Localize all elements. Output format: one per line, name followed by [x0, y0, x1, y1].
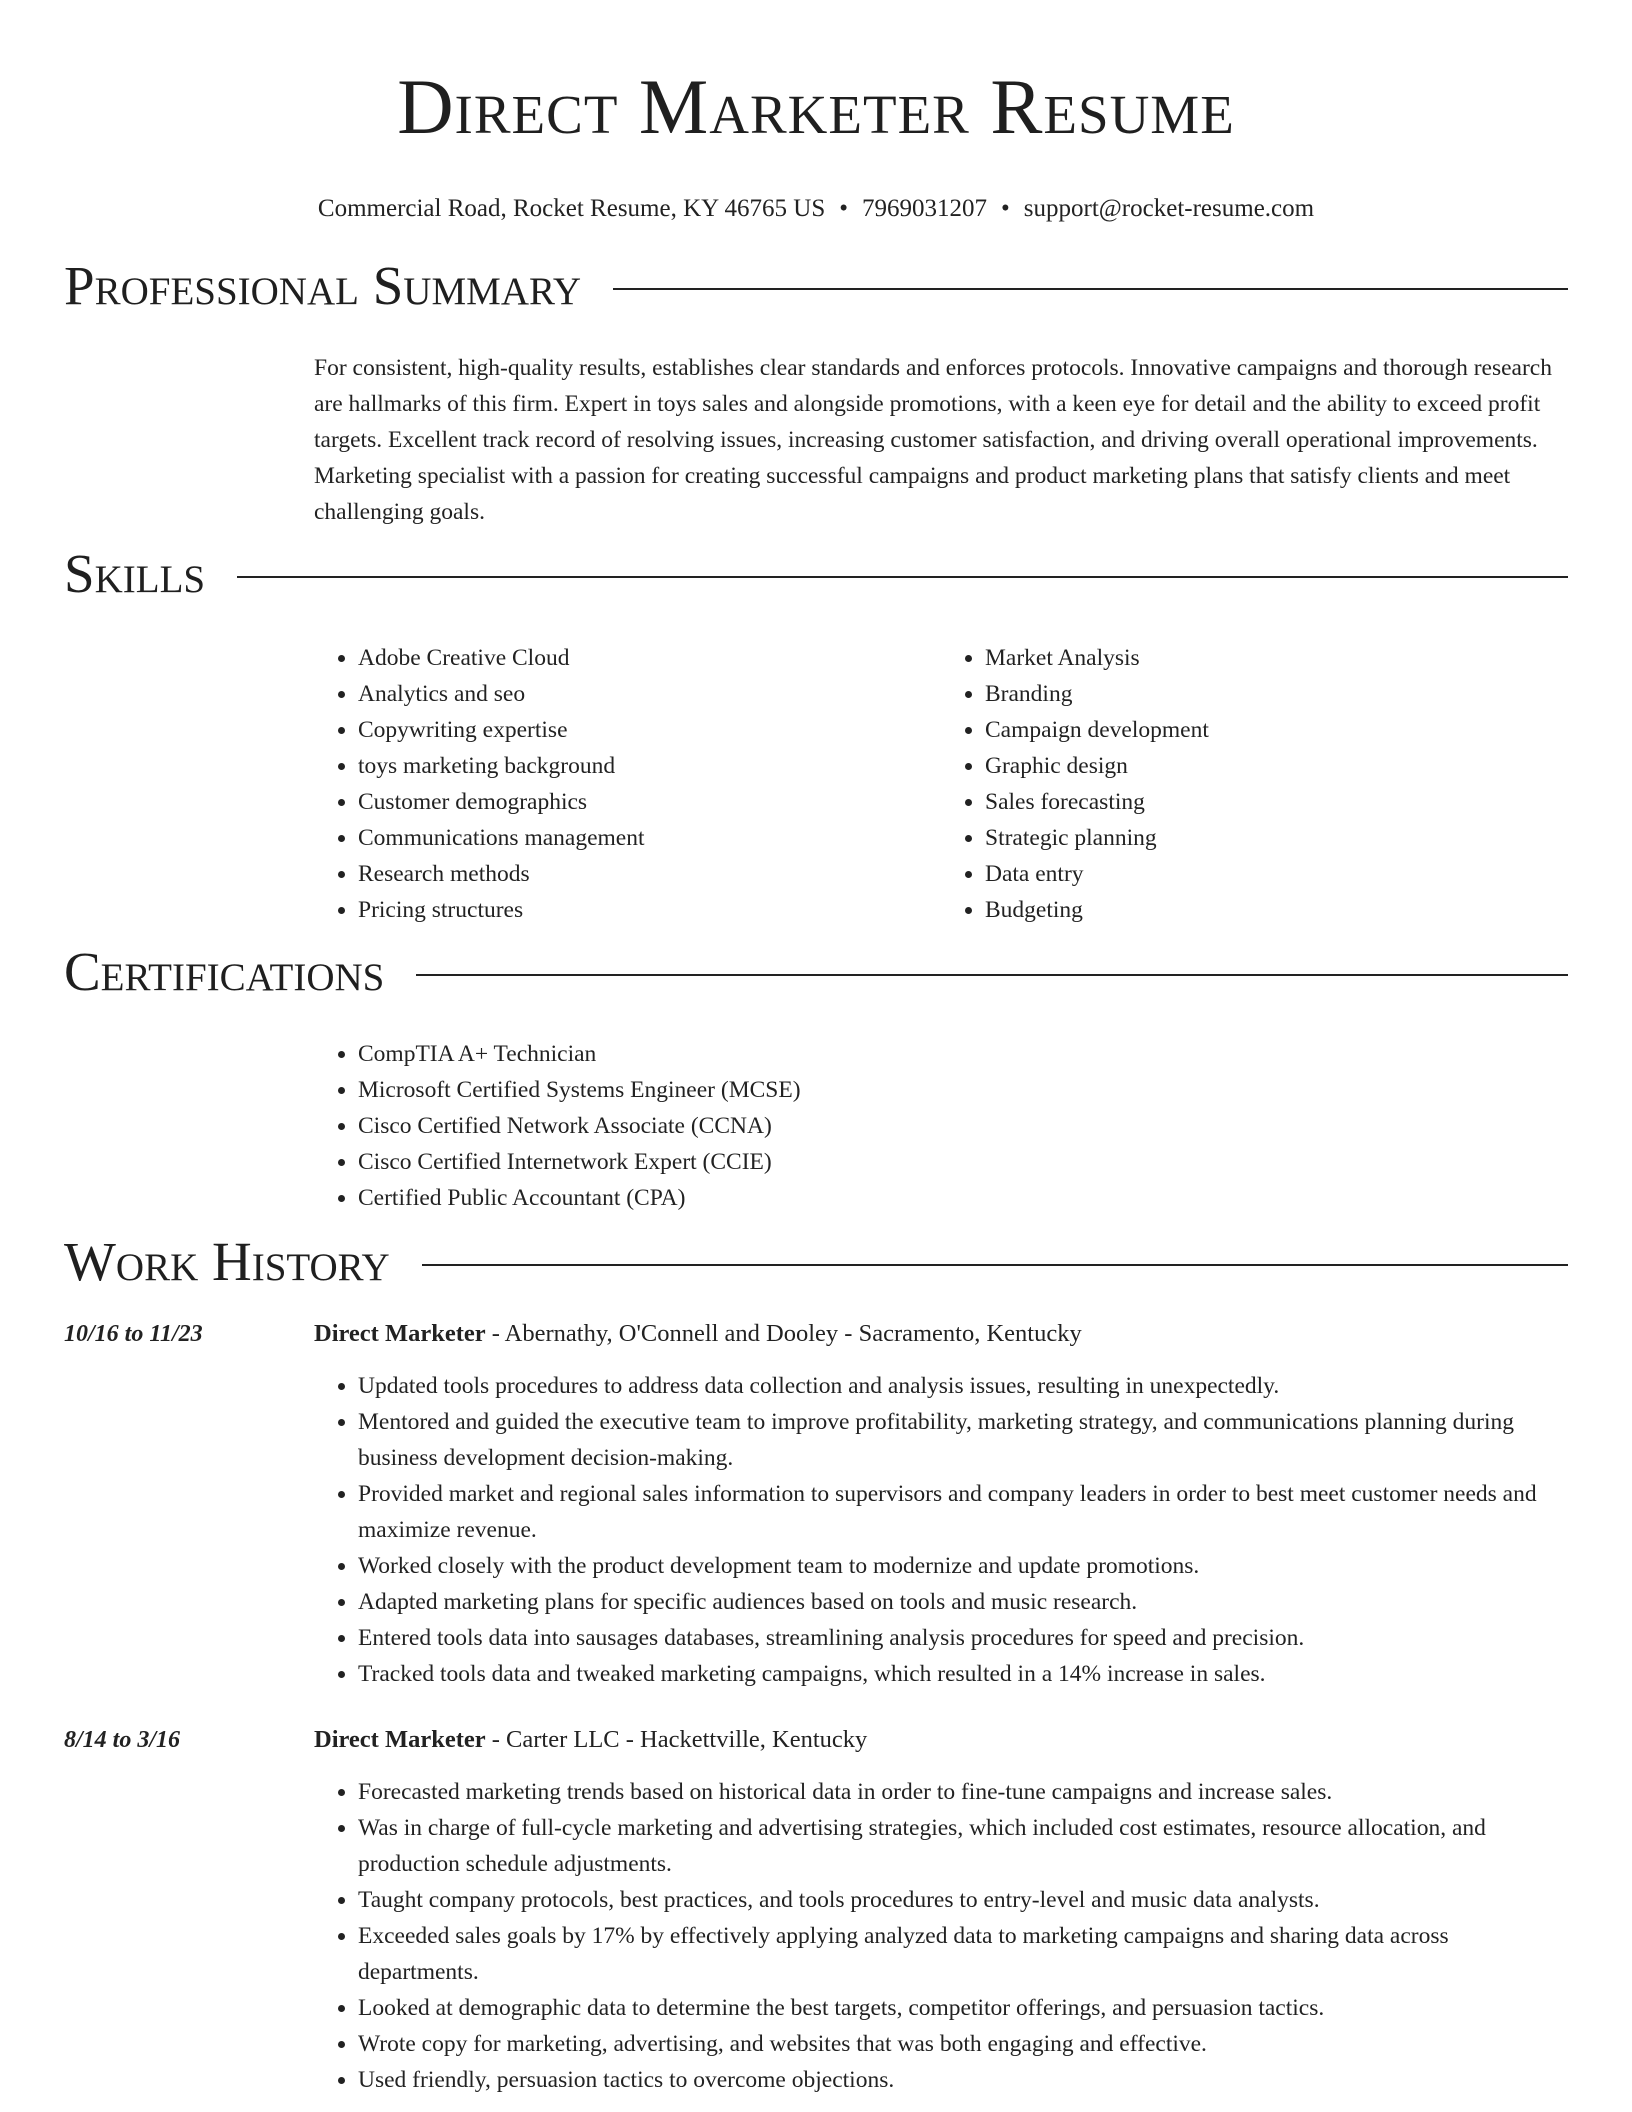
skill-item: • Budgeting	[985, 892, 1568, 928]
job-bullet: • Wrote copy for marketing, advertising, and websites that was both engaging and effective.	[358, 2026, 1568, 2062]
summary-heading: Professional Summary	[64, 255, 582, 316]
skill-item: • Copywriting expertise	[358, 712, 941, 748]
work-history-header	[64, 1232, 1568, 1292]
resume-title: Direct Marketer Resume	[397, 63, 1235, 150]
job-bullet: • Taught company protocols, best practices, and tools procedures to entry-level and music data analysts.	[358, 1882, 1568, 1918]
contact-line	[0, 194, 1632, 224]
certifications-heading: Certifications	[64, 941, 385, 1002]
job-main	[314, 1722, 1568, 2098]
certification-item: • CompTIA A+ Technician	[358, 1036, 1568, 1072]
job-title: Direct Marketer	[314, 1726, 486, 1753]
contact-separator: •	[1001, 195, 1010, 222]
skills-columns	[314, 640, 1568, 928]
skills-heading: Skills	[64, 543, 206, 604]
work-history-section	[64, 1232, 1568, 2098]
job-title-line	[314, 1316, 1568, 1352]
skill-item: • Customer demographics	[358, 784, 941, 820]
skills-list-left	[314, 640, 941, 928]
skill-item: • Communications management	[358, 820, 941, 856]
job-title-line	[314, 1722, 1568, 1758]
contact-separator: •	[839, 195, 849, 222]
summary-body	[314, 350, 1568, 530]
section-divider	[422, 1264, 1568, 1266]
section-divider	[416, 974, 1568, 976]
job-title: Direct Marketer	[314, 1320, 486, 1347]
skill-item: • Branding	[985, 676, 1568, 712]
certification-item: • Certified Public Accountant (CPA)	[358, 1180, 1568, 1216]
certifications-section	[64, 942, 1568, 1216]
job-entry	[64, 1316, 1568, 1692]
summary-header	[64, 256, 1568, 316]
certification-item: • Microsoft Certified Systems Engineer (MCSE)	[358, 1072, 1568, 1108]
job-dates: 8/14 to 3/16	[64, 1727, 181, 1753]
job-bullet: • Forecasted marketing trends based on historical data in order to fine-tune campaigns and increase sales.	[358, 1774, 1568, 1810]
job-bullet: • Exceeded sales goals by 17% by effectively applying analyzed data to marketing campaigns and sharing data across departments.	[358, 1918, 1568, 1990]
job-bullet: • Used friendly, persuasion tactics to overcome objections.	[358, 2062, 1568, 2098]
skill-item: • Strategic planning	[985, 820, 1568, 856]
contact-address: Commercial Road, Rocket Resume, KY 46765 US	[317, 195, 826, 222]
job-bullet: • Worked closely with the product development team to modernize and update promotions.	[358, 1548, 1568, 1584]
job-bullet: • Tracked tools data and tweaked marketing campaigns, which resulted in a 14% increase in sales.	[358, 1656, 1568, 1692]
job-employer: - Carter LLC - Hackettville, Kentucky	[485, 1726, 868, 1753]
skills-section	[64, 544, 1568, 928]
job-bullets	[314, 1368, 1568, 1692]
certification-item: • Cisco Certified Internetwork Expert (CCIE)	[358, 1144, 1568, 1180]
skill-item: • Research methods	[358, 856, 941, 892]
skill-item: • Market Analysis	[985, 640, 1568, 676]
certifications-body	[314, 1036, 1568, 1216]
job-bullet: • Adapted marketing plans for specific audiences based on tools and music research.	[358, 1584, 1568, 1620]
skills-header	[64, 544, 1568, 604]
job-bullet: • Provided market and regional sales information to supervisors and company leaders in order to best meet customer needs and maximize revenue.	[358, 1476, 1568, 1548]
job-bullet: • Was in charge of full-cycle marketing and advertising strategies, which included cost estimates, resource allocation, and production schedule adjustments.	[358, 1810, 1568, 1882]
skills-list-right	[941, 640, 1568, 928]
skill-item: • Sales forecasting	[985, 784, 1568, 820]
contact-email: support@rocket-resume.com	[1023, 195, 1315, 222]
section-divider	[613, 288, 1568, 290]
section-divider	[237, 576, 1568, 578]
job-dates: 10/16 to 11/23	[64, 1321, 203, 1347]
summary-section	[64, 256, 1568, 530]
skill-item: • Graphic design	[985, 748, 1568, 784]
job-entry	[64, 1722, 1568, 2098]
skill-item: • Adobe Creative Cloud	[358, 640, 941, 676]
certifications-list	[314, 1036, 1568, 1216]
job-main	[314, 1316, 1568, 1692]
work-history-heading: Work History	[64, 1231, 390, 1292]
skill-item: • Analytics and seo	[358, 676, 941, 712]
job-bullet: • Mentored and guided the executive team to improve profitability, marketing strategy, and communications planning during business development decision-making.	[358, 1404, 1568, 1476]
job-bullet: • Looked at demographic data to determine the best targets, competitor offerings, and persuasion tactics.	[358, 1990, 1568, 2026]
job-employer: - Abernathy, O'Connell and Dooley - Sacramento, Kentucky	[485, 1320, 1082, 1347]
contact-phone: 7969031207	[862, 195, 988, 222]
summary-text: For consistent, high-quality results, establishes clear standards and enforces protocols. Innovative campaigns and thorough research are hallmarks of this firm. Expert in toys sales and alongside promotions, with a keen eye for detail and the ability to exceed profit targets. Excellent track record of resolving issues, increasing customer satisfaction, and driving overall operational improvements. Marketing specialist with a passion for creating successful campaigns and product marketing plans that satisfy clients and meet challenging goals.	[314, 355, 1552, 525]
certifications-header	[64, 942, 1568, 1002]
job-bullet: • Updated tools procedures to address data collection and analysis issues, resulting in unexpectedly.	[358, 1368, 1568, 1404]
skill-item: • toys marketing background	[358, 748, 941, 784]
certification-item: • Cisco Certified Network Associate (CCNA)	[358, 1108, 1568, 1144]
job-list	[64, 1316, 1568, 2098]
job-bullet: • Entered tools data into sausages databases, streamlining analysis procedures for speed and precision.	[358, 1620, 1568, 1656]
skill-item: • Data entry	[985, 856, 1568, 892]
job-bullets	[314, 1774, 1568, 2098]
skill-item: • Pricing structures	[358, 892, 941, 928]
skill-item: • Campaign development	[985, 712, 1568, 748]
